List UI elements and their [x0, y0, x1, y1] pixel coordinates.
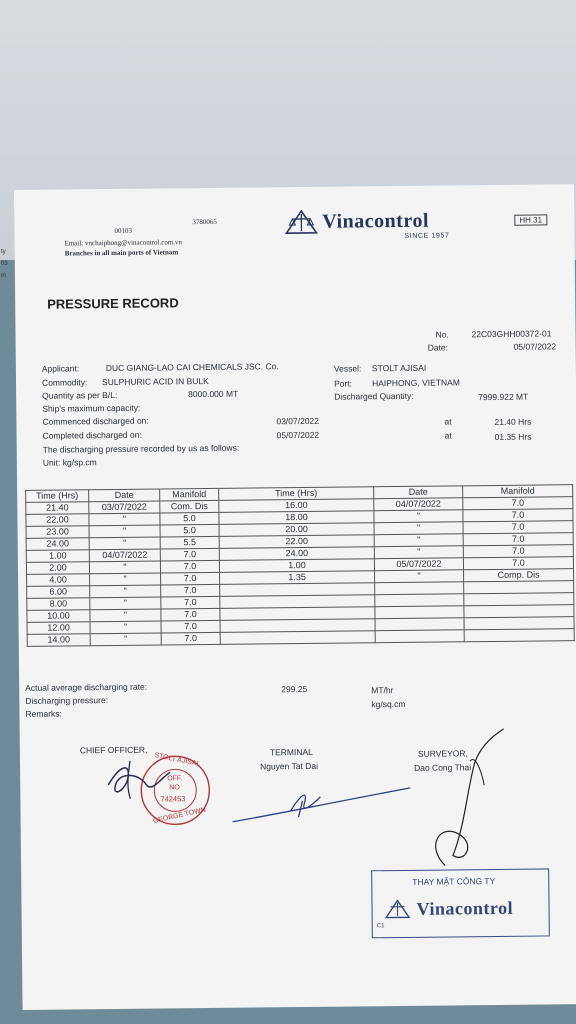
cell-manifold: 7.0	[161, 620, 220, 633]
cell-date: "	[374, 522, 463, 535]
discharged-qty-value: 7999.922 MT	[478, 391, 529, 403]
company-stamp-logo: Vinacontrol	[416, 897, 514, 919]
terminal-name: Nguyen Tat Dai	[259, 760, 319, 772]
commenced-at: at	[444, 416, 452, 427]
edge-fragment: ty	[1, 249, 6, 255]
cell-time: 2.00	[26, 562, 89, 575]
cell-date: "	[374, 534, 463, 547]
cell-date	[375, 630, 464, 643]
cell-date: "	[375, 570, 464, 583]
pressure-table-body	[26, 485, 575, 647]
cell-manifold: 7.0	[161, 608, 220, 621]
scale-icon	[284, 210, 318, 234]
cell-date	[375, 606, 464, 619]
no-label: No.	[435, 329, 449, 340]
cell-date: "	[90, 621, 161, 634]
pressure-label: Discharging pressure:	[25, 695, 109, 706]
avg-rate-unit: MT/hr	[371, 685, 394, 696]
header-date: Date	[374, 486, 463, 499]
cell-date: "	[90, 597, 161, 610]
commenced-label: Commenced discharged on:	[42, 415, 149, 427]
edge-fragment: m	[1, 273, 6, 279]
surveyor-label: SURVEYOR,	[417, 748, 468, 759]
cell-manifold: 7.0	[161, 572, 220, 585]
cell-time: 1.00	[26, 550, 89, 563]
cell-time: 1.35	[220, 571, 375, 585]
cell-manifold: 5.0	[160, 524, 219, 537]
commenced-time: 21.40 Hrs	[494, 416, 532, 427]
cell-date: 03/07/2022	[89, 501, 160, 514]
qty-bl-value: 8000.000 MT	[188, 388, 239, 400]
cell-date: "	[374, 510, 463, 523]
cell-time: 18.00	[219, 511, 374, 525]
chief-officer-label: CHIEF OFFICER,	[79, 744, 148, 756]
completed-date: 05/07/2022	[276, 429, 320, 441]
company-stamp-line: THAY MẶT CÔNG TY	[412, 875, 496, 887]
cell-manifold: 7.0	[463, 521, 573, 534]
date-label: Date:	[427, 342, 449, 353]
cell-time: 10.00	[27, 610, 90, 623]
cell-time: 21.40	[26, 502, 89, 515]
cell-date: 04/07/2022	[89, 549, 160, 562]
cell-date: 05/07/2022	[374, 558, 463, 571]
cell-time: 16.00	[219, 499, 374, 513]
terminal-label: TERMINAL	[269, 746, 313, 758]
cell-manifold: 7.0	[161, 596, 220, 609]
document-page	[14, 184, 576, 1010]
pressure-table	[25, 484, 575, 647]
cell-time: 24.00	[219, 547, 374, 561]
cell-manifold: Comp. Dis	[464, 569, 574, 582]
form-code: HH 31	[514, 214, 547, 225]
page-title: PRESSURE RECORD	[47, 295, 179, 312]
cell-date	[375, 594, 464, 607]
letterhead-fax: 3780065	[192, 217, 217, 227]
cell-manifold: Com. Dis	[160, 500, 219, 513]
applicant-value: DUC GIANG-LAO CAI CHEMICALS JSC. Co.	[105, 361, 279, 374]
cell-time: 23.00	[26, 526, 89, 539]
cell-time: 12.00	[27, 622, 90, 635]
logo-since: SINCE 1957	[404, 232, 450, 240]
logo-wordmark: Vinacontrol	[322, 209, 430, 233]
ship-stamp-off: OFF.	[167, 775, 183, 783]
surveyor-signature	[404, 725, 516, 876]
cell-manifold: 7.0	[160, 548, 219, 561]
cell-manifold: 7.0	[463, 557, 573, 570]
cell-manifold: 7.0	[463, 509, 573, 522]
cell-date: 04/07/2022	[374, 498, 463, 511]
cell-time: 14.00	[27, 634, 90, 647]
cell-time: 8.00	[27, 598, 90, 611]
header-manifold: Manifold	[160, 488, 219, 501]
company-stamp	[371, 868, 550, 938]
cell-date: "	[89, 561, 160, 574]
completed-at: at	[444, 430, 452, 441]
cell-manifold: 7.0	[463, 533, 573, 546]
applicant-label: Applicant:	[41, 363, 80, 374]
letterhead-email: Email: vnchaiphong@vinacontrol.com.vn	[64, 238, 183, 248]
cell-time: 4.00	[27, 574, 90, 587]
header-manifold: Manifold	[463, 485, 573, 498]
ship-stamp-top: STOLT AJISAI	[153, 751, 199, 768]
unit-text: Unit: kg/sp.cm	[42, 457, 97, 468]
cell-time: 1.00	[219, 559, 374, 573]
cell-manifold: 5.0	[160, 512, 219, 525]
remarks-label: Remarks:	[25, 708, 62, 719]
commodity-value: SULPHURIC ACID IN BULK	[101, 375, 209, 388]
vessel-label: Vessel:	[333, 363, 362, 374]
background-sheet-edge	[0, 225, 14, 285]
port-label: Port:	[333, 378, 353, 389]
cell-manifold: 7.0	[161, 632, 220, 645]
port-value: HAIPHONG, VIETNAM	[371, 377, 460, 389]
cell-time: 20.00	[219, 523, 374, 537]
pressure-unit: kg/sq.cm	[371, 698, 406, 710]
cell-time: 22.00	[219, 535, 374, 549]
surveyor-name: Dao Cong Thai	[414, 762, 472, 773]
terminal-signature	[230, 776, 421, 828]
intro-text: The discharging pressure recorded by us as follows:	[42, 442, 240, 455]
letterhead-phone: 00103	[114, 226, 132, 235]
cell-manifold: 7.0	[160, 560, 219, 573]
cell-time: 22.00	[26, 514, 89, 527]
ship-stamp-bottom: GEORGE TOWN	[152, 806, 207, 826]
cell-date: "	[89, 537, 160, 550]
cell-manifold	[464, 629, 574, 642]
cell-manifold: 7.0	[463, 497, 573, 510]
header-date: Date	[89, 489, 160, 502]
chief-officer-signature	[100, 754, 181, 805]
cell-date	[375, 582, 464, 595]
completed-label: Completed discharged on:	[42, 429, 142, 441]
cell-date: "	[89, 525, 160, 538]
ship-stamp-no: NO	[169, 784, 180, 792]
qty-bl-label: Quantity as per B/L:	[42, 389, 118, 401]
company-stamp-code: C1	[376, 923, 385, 930]
cell-date: "	[90, 609, 161, 622]
date-value: 05/07/2022	[513, 341, 557, 352]
commodity-label: Commodity:	[41, 377, 88, 388]
scale-icon	[384, 899, 410, 919]
cell-time	[220, 631, 375, 645]
header-time: Time (Hrs)	[26, 490, 89, 503]
max-capacity-label: Ship's maximum capacity:	[42, 402, 141, 414]
cell-date: "	[374, 546, 463, 559]
commenced-date: 03/07/2022	[276, 415, 320, 427]
no-value: 22C03GHH00372-01	[471, 328, 552, 340]
avg-rate-value: 299.25	[281, 683, 308, 695]
ship-stamp-number: 742453	[160, 794, 186, 804]
cell-manifold: 7.0	[161, 584, 220, 597]
cell-date: "	[90, 633, 161, 646]
cell-date	[375, 618, 464, 631]
letterhead-branches: Branches in all main ports of Vietnam	[64, 248, 179, 258]
cell-time: 24.00	[26, 538, 89, 551]
vessel-value: STOLT AJISAI	[371, 362, 427, 374]
cell-date: "	[89, 513, 160, 526]
cell-manifold: 5.5	[160, 536, 219, 549]
cell-manifold: 7.0	[463, 545, 573, 558]
discharged-qty-label: Discharged Quantity:	[334, 390, 414, 402]
cell-time: 6.00	[27, 586, 90, 599]
edge-fragment: 03	[1, 261, 8, 267]
completed-time: 01.35 Hrs	[494, 431, 532, 442]
avg-rate-label: Actual average discharging rate:	[25, 681, 148, 693]
cell-date: "	[90, 585, 161, 598]
cell-date: "	[90, 573, 161, 586]
header-time: Time (Hrs)	[219, 487, 374, 501]
